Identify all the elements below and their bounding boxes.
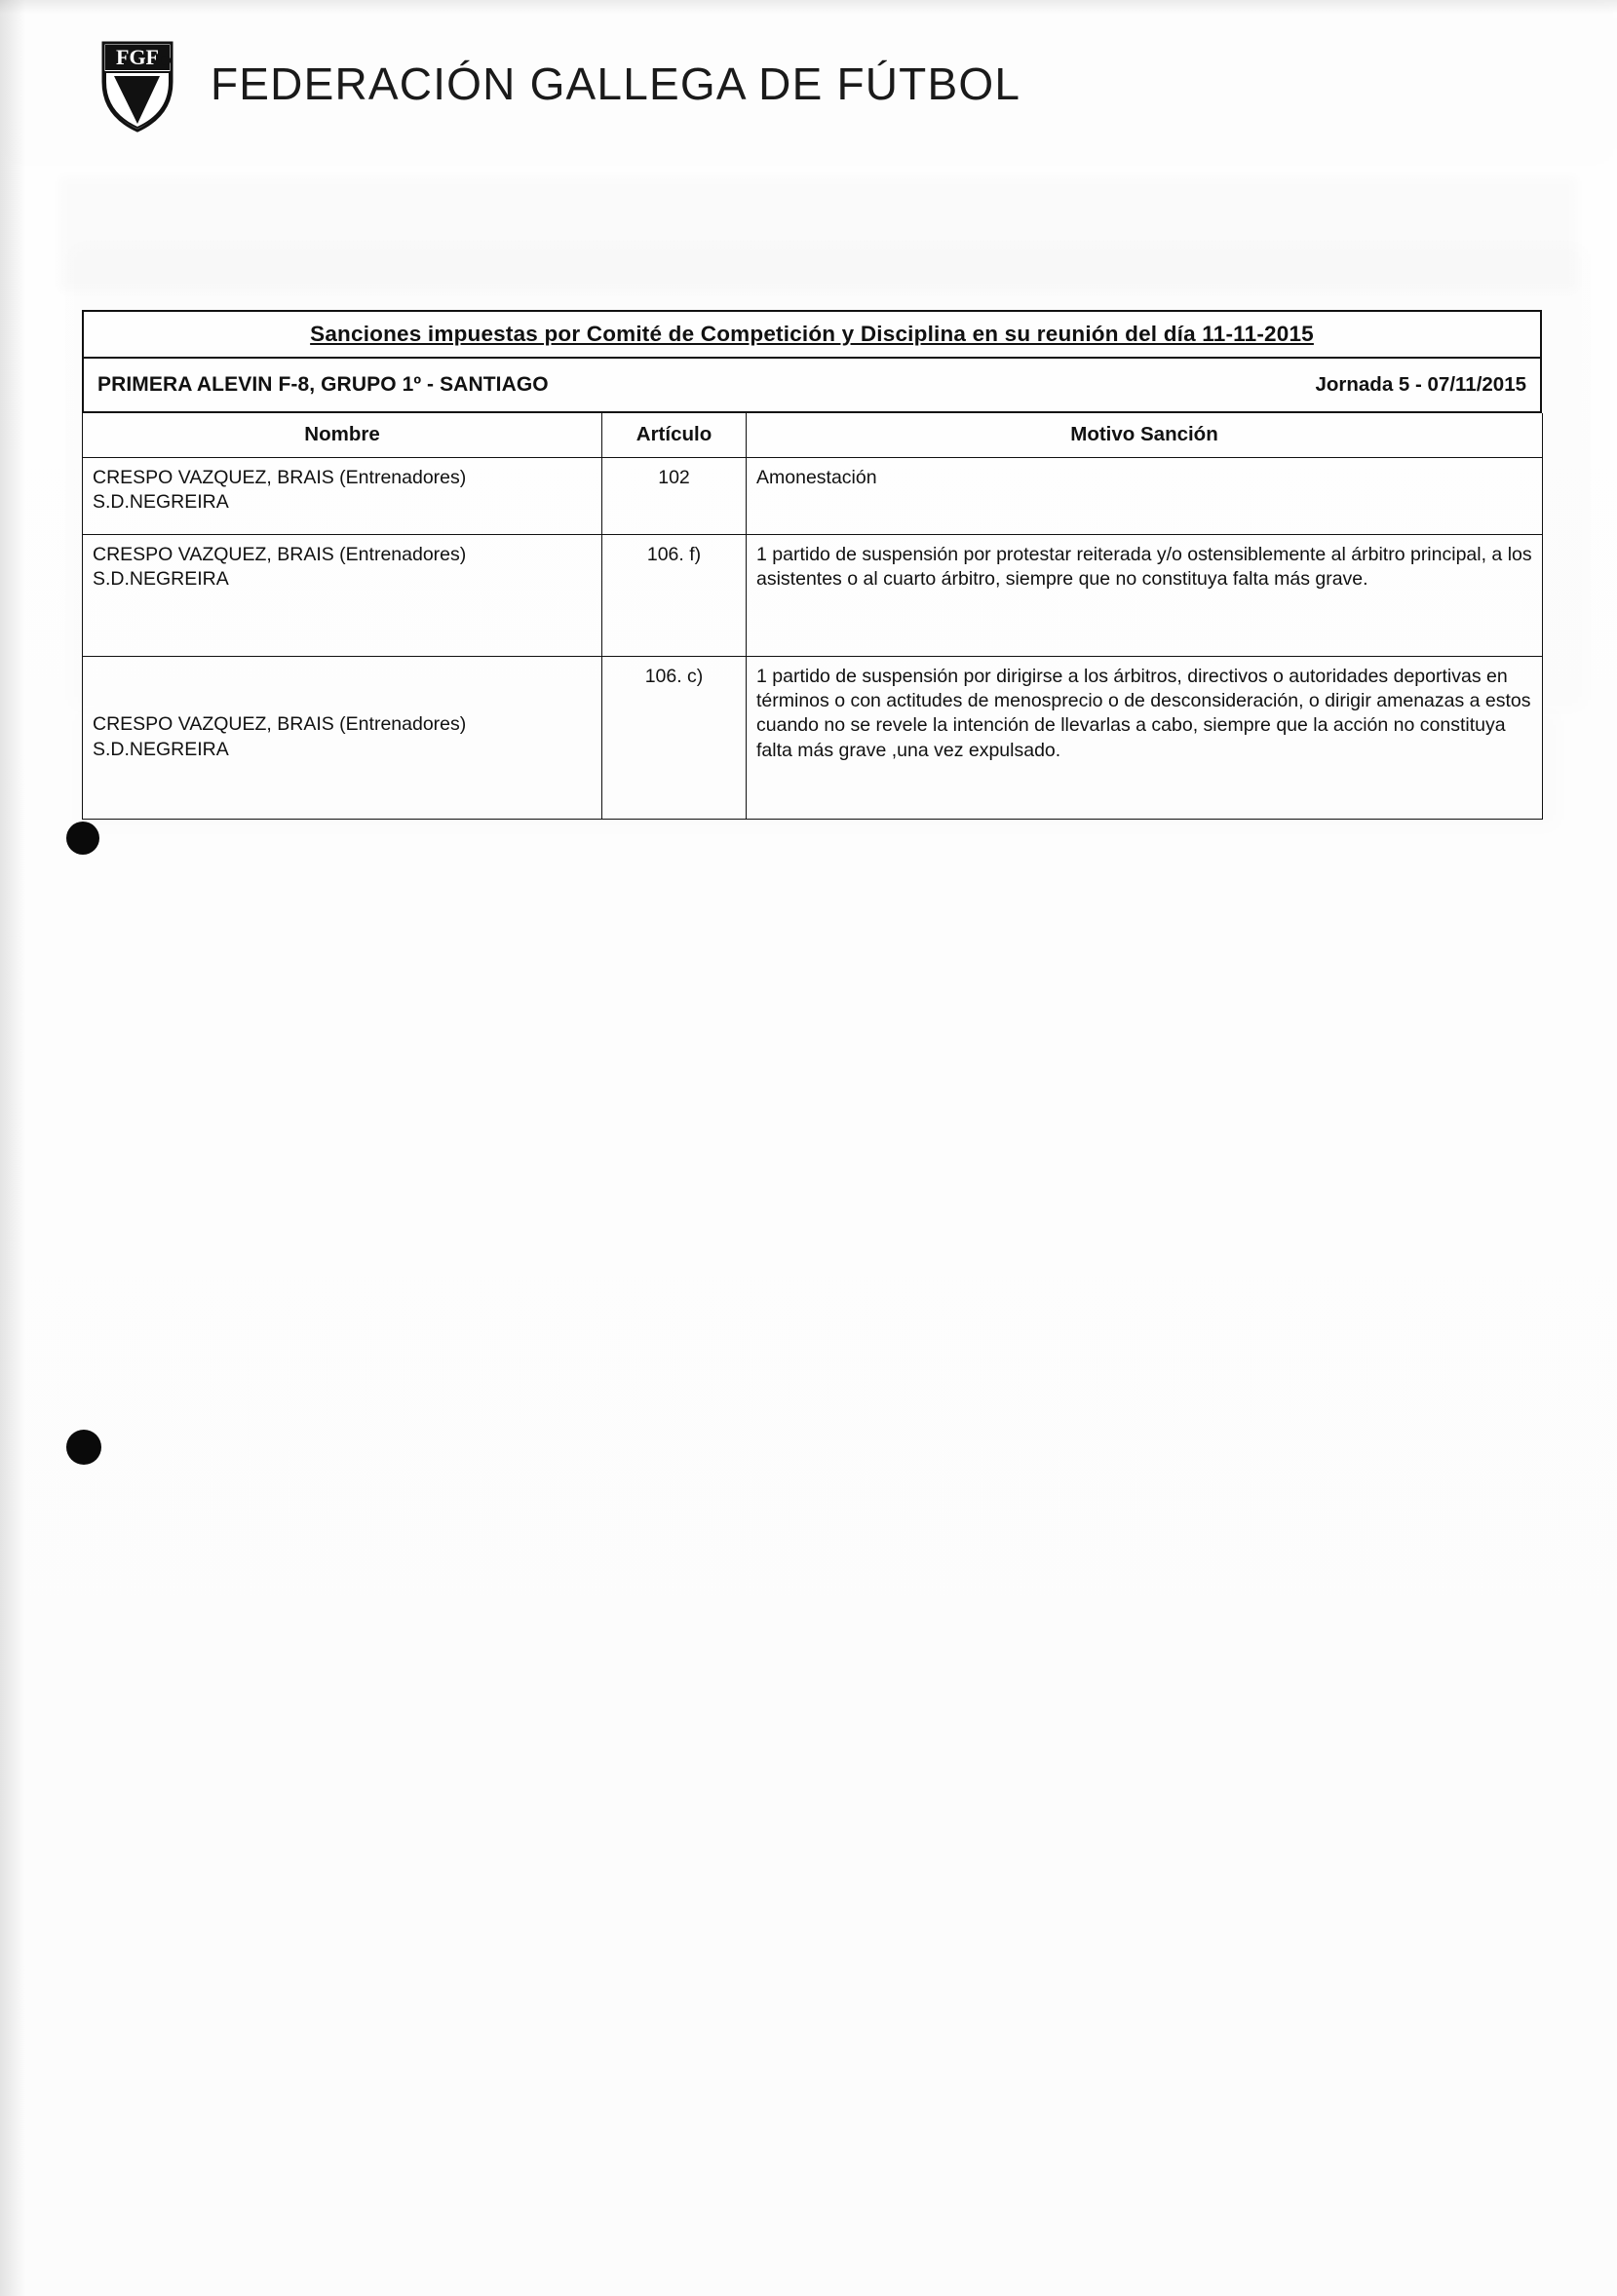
person-name: CRESPO VAZQUEZ, BRAIS (Entrenadores) bbox=[93, 713, 467, 736]
cell-articulo: 102 bbox=[602, 457, 747, 534]
person-name: CRESPO VAZQUEZ, BRAIS (Entrenadores) bbox=[93, 466, 467, 488]
page-title: FEDERACIÓN GALLEGA DE FÚTBOL bbox=[211, 57, 1021, 109]
federation-crest-icon bbox=[82, 31, 187, 136]
column-header-nombre: Nombre bbox=[83, 413, 602, 457]
table-row bbox=[83, 534, 1543, 656]
column-header-motivo: Motivo Sanción bbox=[747, 413, 1543, 457]
cell-motivo: 1 partido de suspensión por protestar reiterada y/o ostensiblemente al árbitro principal, a los asistentes o al cuarto árbitro, siempre que no constituya falta más grave. bbox=[747, 534, 1543, 656]
table-header-row bbox=[83, 413, 1543, 457]
cell-articulo: 106. c) bbox=[602, 656, 747, 819]
cell-motivo: Amonestación bbox=[747, 457, 1543, 534]
scan-artifact-d bbox=[0, 838, 1617, 2290]
svg-text:FGF: FGF bbox=[116, 44, 159, 69]
group-label: PRIMERA ALEVIN F-8, GRUPO 1º - SANTIAGO bbox=[97, 373, 549, 396]
club-name: S.D.NEGREIRA bbox=[93, 567, 229, 590]
club-name: S.D.NEGREIRA bbox=[93, 738, 229, 760]
club-name: S.D.NEGREIRA bbox=[93, 490, 229, 513]
table-row bbox=[83, 457, 1543, 534]
scan-ink-blob bbox=[66, 822, 99, 855]
sanctions-document bbox=[82, 310, 1542, 820]
cell-nombre bbox=[83, 534, 602, 656]
document-header bbox=[82, 27, 1020, 139]
sanctions-table bbox=[82, 413, 1543, 820]
cell-motivo: 1 partido de suspensión por dirigirse a los árbitros, directivos o autoridades deportivas en términos o con actitudes de menosprecio o de desconsideración, o dirigir amenazas a estos cuando no se revele la intención de llevarlas a cabo, siempre que la acción no constituya falta más grave ,una vez expulsado. bbox=[747, 656, 1543, 819]
cell-nombre bbox=[83, 656, 602, 819]
column-header-articulo: Artículo bbox=[602, 413, 747, 457]
page-edge-shadow-left bbox=[0, 0, 25, 2296]
page-edge-shadow-top bbox=[0, 0, 1617, 14]
sanctions-title-banner bbox=[82, 310, 1542, 359]
table-row bbox=[83, 656, 1543, 819]
cell-articulo: 106. f) bbox=[602, 534, 747, 656]
scan-ink-blob bbox=[66, 1430, 101, 1465]
matchday-label: Jornada 5 - 07/11/2015 bbox=[1315, 373, 1526, 396]
person-name: CRESPO VAZQUEZ, BRAIS (Entrenadores) bbox=[93, 543, 467, 565]
cell-nombre bbox=[83, 457, 602, 534]
sanctions-title-text: Sanciones impuestas por Comité de Competición y Disciplina en su reunión del día 11-11-2015 bbox=[310, 322, 1314, 346]
group-header bbox=[82, 359, 1542, 413]
